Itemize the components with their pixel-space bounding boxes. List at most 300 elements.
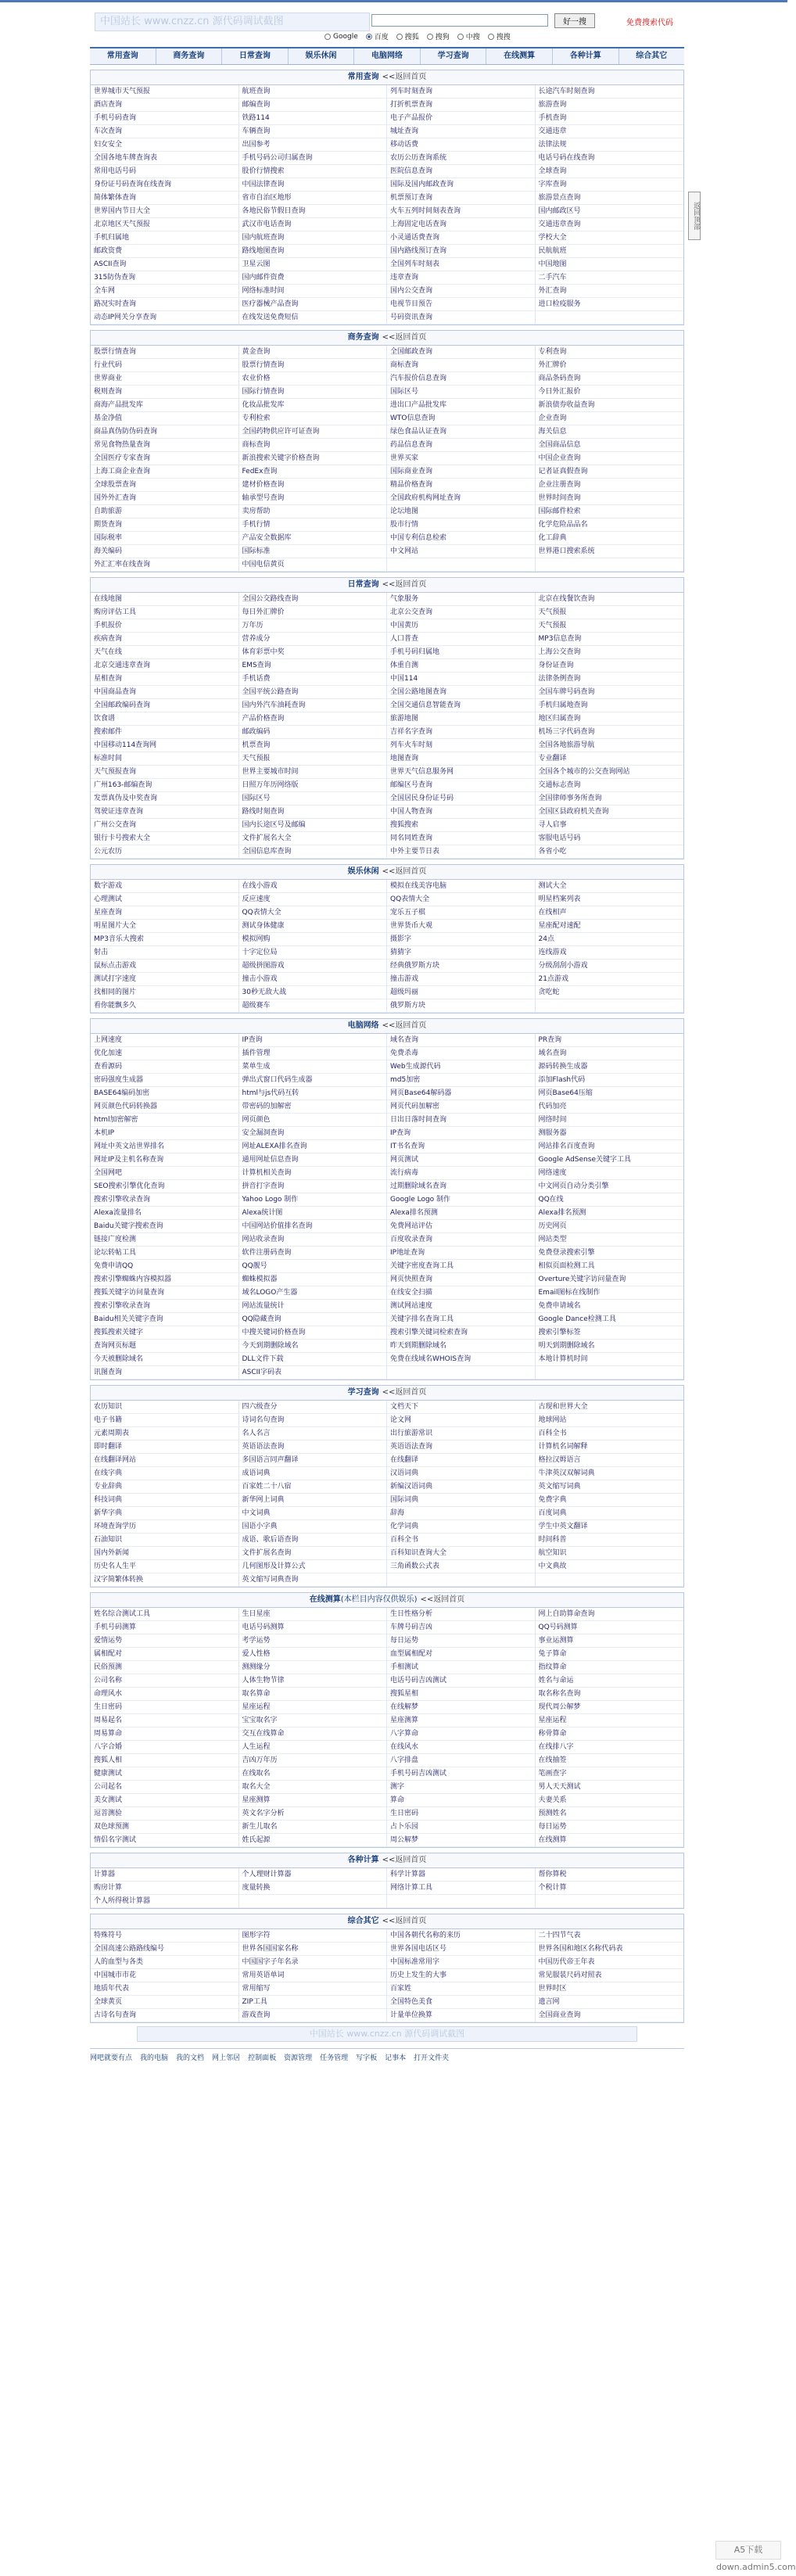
nav-tab[interactable]: 在线测算 — [486, 48, 553, 64]
query-link[interactable]: 游戏查询 — [239, 2009, 388, 2022]
query-link[interactable]: 成语词典 — [239, 1467, 388, 1480]
query-link[interactable]: 北京在线餐饮查询 — [536, 593, 684, 606]
query-link[interactable]: 世界商业 — [91, 372, 239, 386]
nav-tab[interactable]: 常用查询 — [90, 48, 156, 64]
query-link[interactable]: 网页颜色代码转换器 — [91, 1100, 239, 1114]
query-link[interactable]: 全国邮政查询 — [387, 346, 536, 359]
query-link[interactable]: 姓氏起源 — [239, 1834, 388, 1847]
query-link[interactable]: 交通标志查询 — [536, 779, 684, 792]
query-link[interactable]: 动态IP网关分享查询 — [91, 311, 239, 325]
query-link[interactable]: 国内外汽车油耗查询 — [239, 699, 388, 712]
query-link[interactable]: 星座配对速配 — [536, 920, 684, 933]
query-link[interactable]: 手机号码测算 — [91, 1621, 239, 1634]
query-link[interactable]: html加密解密 — [91, 1114, 239, 1127]
query-link[interactable]: 在线翻译 — [387, 1454, 536, 1467]
query-link[interactable]: 国内邮件资费 — [239, 271, 388, 285]
query-link[interactable]: 中搜关键词价格查询 — [239, 1326, 388, 1340]
query-link[interactable]: 世界货币大观 — [387, 920, 536, 933]
radio-icon[interactable] — [396, 34, 403, 40]
query-link[interactable]: 海关信息 — [536, 425, 684, 439]
query-link[interactable]: 全国政府机构网址查询 — [387, 492, 536, 505]
query-link[interactable]: 轴承型号查询 — [239, 492, 388, 505]
query-link[interactable]: 百度词典 — [536, 1507, 684, 1520]
query-link[interactable]: 新华网上词典 — [239, 1494, 388, 1507]
query-link[interactable]: 违章查询 — [387, 271, 536, 285]
query-link[interactable]: 精品价格查询 — [387, 479, 536, 492]
query-link[interactable]: 百科全书 — [387, 1534, 536, 1547]
query-link[interactable]: 全国各地车牌查询表 — [91, 152, 239, 165]
query-link[interactable]: 辞海 — [387, 1507, 536, 1520]
query-link[interactable]: ASCII字码表 — [239, 1366, 388, 1379]
query-link[interactable]: 免费网站评估 — [387, 1220, 536, 1233]
query-link[interactable]: 猜猜字 — [387, 946, 536, 960]
query-link[interactable]: 各省小吃 — [536, 845, 684, 859]
query-link[interactable]: 股市行情 — [387, 518, 536, 532]
query-link[interactable]: 超级玛丽 — [387, 986, 536, 999]
query-link[interactable]: PR查询 — [536, 1034, 684, 1047]
query-link[interactable]: 医疗器械产品查询 — [239, 298, 388, 311]
query-link[interactable]: 同名同姓查询 — [387, 832, 536, 845]
query-link[interactable]: 搜索引擎收录查询 — [91, 1193, 239, 1207]
query-link[interactable]: 全国特色美食 — [387, 1996, 536, 2009]
query-link[interactable]: 计算机名词解释 — [536, 1440, 684, 1454]
query-link[interactable]: 专业辞典 — [91, 1480, 239, 1494]
query-link[interactable]: 邮政资费 — [91, 245, 239, 258]
query-link[interactable]: 手机报价 — [91, 619, 239, 633]
query-link[interactable]: 机场三字代码查询 — [536, 726, 684, 739]
radio-icon[interactable] — [457, 34, 464, 40]
query-link[interactable]: Web生成源代码 — [387, 1060, 536, 1074]
query-link[interactable]: 时间科普 — [536, 1534, 684, 1547]
query-link[interactable]: 广州163-邮编查询 — [91, 779, 239, 792]
query-link[interactable]: 旅游景点查询 — [536, 192, 684, 205]
query-link[interactable]: 宝宝取名字 — [239, 1714, 388, 1727]
query-link[interactable]: QQ表情大全 — [387, 893, 536, 906]
query-link[interactable]: 计算机相关查询 — [239, 1167, 388, 1180]
query-link[interactable]: 优化加速 — [91, 1047, 239, 1060]
query-link[interactable]: Google AdSense关键字工具 — [536, 1153, 684, 1167]
query-link[interactable]: 网址IP及主机名称查询 — [91, 1153, 239, 1167]
query-link[interactable]: SEO搜索引擎优化查询 — [91, 1180, 239, 1193]
query-link[interactable]: 国内路线预订查询 — [387, 245, 536, 258]
query-link[interactable]: 手机号码公司归属查询 — [239, 152, 388, 165]
query-link[interactable]: 化妆品批发库 — [239, 399, 388, 412]
query-link[interactable]: 驾驶证违章查询 — [91, 805, 239, 819]
query-link[interactable]: 英语语法查询 — [239, 1440, 388, 1454]
query-link[interactable]: 国际及国内邮政查询 — [387, 178, 536, 192]
query-link[interactable]: 名人名言 — [239, 1427, 388, 1440]
query-link[interactable]: 二手汽车 — [536, 271, 684, 285]
return-home-link[interactable]: <<返回首页 — [382, 333, 427, 342]
query-link[interactable]: 农业价格 — [239, 372, 388, 386]
query-link[interactable]: 北京交通违章查询 — [91, 659, 239, 673]
query-link[interactable]: 域名查询 — [536, 1047, 684, 1060]
query-link[interactable]: 世界港口搜索系统 — [536, 545, 684, 558]
query-link[interactable]: 手机行情 — [239, 518, 388, 532]
query-link[interactable]: 国内邮政区号 — [536, 205, 684, 218]
query-link[interactable]: 购房评估工具 — [91, 606, 239, 619]
query-link[interactable]: 宠乐五子棋 — [387, 906, 536, 920]
query-link[interactable]: 百家姓 — [387, 1982, 536, 1996]
query-link[interactable]: 撞击游戏 — [387, 973, 536, 986]
query-link[interactable]: 国际区号 — [387, 386, 536, 399]
query-link[interactable]: 吉祥名字查询 — [387, 726, 536, 739]
query-link[interactable]: 测试打字速度 — [91, 973, 239, 986]
query-link[interactable]: Alexa统计图 — [239, 1207, 388, 1220]
query-link[interactable]: 全球黄页 — [91, 1996, 239, 2009]
query-link[interactable]: 全国公路地图查询 — [387, 686, 536, 699]
query-link[interactable]: 中国人物查询 — [387, 805, 536, 819]
return-home-link[interactable]: <<返回首页 — [382, 73, 427, 81]
query-link[interactable]: 男人天天测试 — [536, 1781, 684, 1794]
query-link[interactable]: 计量单位换算 — [387, 2009, 536, 2022]
query-link[interactable]: 机票查询 — [239, 739, 388, 752]
return-home-link[interactable]: <<返回首页 — [382, 1021, 427, 1030]
query-link[interactable]: 每日运势 — [387, 1634, 536, 1648]
nav-tab[interactable]: 电脑网络 — [354, 48, 421, 64]
query-link[interactable]: 手机归属地查询 — [536, 699, 684, 712]
query-link[interactable]: 全国交通信息智能查询 — [387, 699, 536, 712]
query-link[interactable]: 蜘蛛模拟器 — [239, 1273, 388, 1286]
query-link[interactable]: Email图标在线制作 — [536, 1286, 684, 1300]
query-link[interactable]: 全车网 — [91, 285, 239, 298]
query-link[interactable]: 中国黄历 — [387, 619, 536, 633]
query-link[interactable]: 免费字典 — [536, 1494, 684, 1507]
query-link[interactable]: 网络计算工具 — [387, 1882, 536, 1895]
query-link[interactable]: 企业注册查询 — [536, 479, 684, 492]
query-link[interactable]: 测试身体健康 — [239, 920, 388, 933]
query-link[interactable]: 百科知识查询大全 — [387, 1547, 536, 1560]
query-link[interactable]: 在线解梦 — [387, 1701, 536, 1714]
query-link[interactable]: 常见食物热量查询 — [91, 439, 239, 452]
query-link[interactable]: 法律法规 — [536, 138, 684, 152]
query-link[interactable]: 电子书籍 — [91, 1414, 239, 1427]
query-link[interactable]: 国际税率 — [91, 532, 239, 545]
query-link[interactable]: MP3音乐大搜索 — [91, 933, 239, 946]
query-link[interactable]: 多国语言同声翻译 — [239, 1454, 388, 1467]
query-link[interactable]: 取名大全 — [239, 1781, 388, 1794]
query-link[interactable]: 小灵通话费查询 — [387, 231, 536, 245]
query-link[interactable]: 购房计算 — [91, 1882, 239, 1895]
query-link[interactable]: 星座运程 — [536, 1714, 684, 1727]
query-link[interactable]: 个税计算 — [536, 1882, 684, 1895]
query-link[interactable]: 查询网页标题 — [91, 1340, 239, 1353]
query-link[interactable]: 今日外汇报价 — [536, 386, 684, 399]
query-link[interactable]: 成语、歌后语查询 — [239, 1534, 388, 1547]
query-link[interactable]: 进出口产品批发库 — [387, 399, 536, 412]
engine-option[interactable] — [457, 31, 480, 41]
query-link[interactable]: 今天被删除域名 — [91, 1353, 239, 1366]
query-link[interactable]: 命理风水 — [91, 1688, 239, 1701]
query-link[interactable]: 人口普查 — [387, 633, 536, 646]
query-link[interactable]: 常见服装尺码对照表 — [536, 1969, 684, 1982]
query-link[interactable]: 30秒无敌大战 — [239, 986, 388, 999]
query-link[interactable]: DLL文件下载 — [239, 1353, 388, 1366]
query-link[interactable]: 在线小游戏 — [239, 880, 388, 893]
query-link[interactable]: 即时翻译 — [91, 1440, 239, 1454]
query-link[interactable]: 古诗名句查询 — [91, 2009, 239, 2022]
query-link[interactable]: 相似页面检测工具 — [536, 1260, 684, 1273]
query-link[interactable]: 银行卡号搜索大全 — [91, 832, 239, 845]
query-link[interactable]: QQ号码测算 — [536, 1621, 684, 1634]
query-link[interactable]: 天气预报查询 — [91, 766, 239, 779]
query-link[interactable]: 在线地图 — [91, 593, 239, 606]
query-link[interactable]: 公司名称 — [91, 1674, 239, 1688]
query-link[interactable]: 各地民俗节假日查询 — [239, 205, 388, 218]
query-link[interactable]: 交互在线算命 — [239, 1727, 388, 1741]
query-link[interactable]: 商品真伪防伪码查询 — [91, 425, 239, 439]
query-link[interactable]: 格拉汉姆语言 — [536, 1454, 684, 1467]
query-link[interactable]: 商标查询 — [239, 439, 388, 452]
query-link[interactable]: 全国商品信息 — [536, 439, 684, 452]
query-link[interactable]: QQ表情大全 — [239, 906, 388, 920]
query-link[interactable]: 反应速度 — [239, 893, 388, 906]
query-link[interactable]: 股票行情查询 — [239, 359, 388, 372]
query-link[interactable]: 摄影字 — [387, 933, 536, 946]
radio-icon[interactable] — [427, 34, 433, 40]
query-link[interactable]: 常用缩写 — [239, 1982, 388, 1996]
query-link[interactable]: 爱人性格 — [239, 1648, 388, 1661]
query-link[interactable]: 中文词典 — [239, 1507, 388, 1520]
query-link[interactable]: Baidu相关关键字查询 — [91, 1313, 239, 1326]
query-link[interactable]: 全球查询 — [536, 165, 684, 178]
engine-option[interactable] — [488, 31, 511, 41]
query-link[interactable]: 在线发送免费短信 — [239, 311, 388, 325]
query-link[interactable]: 搜狐搜索 — [387, 819, 536, 832]
query-link[interactable]: 商品条码查询 — [536, 372, 684, 386]
query-link[interactable]: 出行旅游常识 — [387, 1427, 536, 1440]
query-link[interactable]: 发票真伪及中奖查询 — [91, 792, 239, 805]
query-link[interactable]: 属相配对 — [91, 1648, 239, 1661]
query-link[interactable]: 星座测算 — [239, 1794, 388, 1807]
query-link[interactable]: 人的血型与各类 — [91, 1956, 239, 1969]
query-link[interactable]: 世界城市天气预报 — [91, 85, 239, 99]
query-link[interactable]: MP3信息查询 — [536, 633, 684, 646]
query-link[interactable]: 今天到期删除域名 — [239, 1340, 388, 1353]
query-link[interactable]: 世界各国电话区号 — [387, 1943, 536, 1956]
query-link[interactable]: 车次查询 — [91, 125, 239, 138]
query-link[interactable]: 客服电话号码 — [536, 832, 684, 845]
query-link[interactable]: 在线字典 — [91, 1467, 239, 1480]
query-link[interactable]: 搜索引擎标签 — [536, 1326, 684, 1340]
return-home-link[interactable]: <<返回首页 — [420, 1595, 465, 1604]
query-link[interactable]: 几何图形及计算公式 — [239, 1560, 388, 1573]
query-link[interactable]: 测测缘分 — [239, 1661, 388, 1674]
query-link[interactable]: ASCII查询 — [91, 258, 239, 271]
query-link[interactable]: 记者证真假查询 — [536, 465, 684, 479]
query-link[interactable]: 体育彩票中奖 — [239, 646, 388, 659]
query-link[interactable]: QQ靓号 — [239, 1260, 388, 1273]
query-link[interactable]: 全国商业查询 — [536, 2009, 684, 2022]
query-link[interactable]: 打折机票查询 — [387, 99, 536, 112]
footer-link[interactable]: 打开文件夹 — [414, 2054, 450, 2062]
query-link[interactable]: 化学词典 — [387, 1520, 536, 1534]
query-link[interactable]: 英文缩写词典 — [536, 1480, 684, 1494]
query-link[interactable]: 网站排名百度查询 — [536, 1140, 684, 1153]
query-link[interactable]: 上网速度 — [91, 1034, 239, 1047]
query-link[interactable]: 网站类型 — [536, 1233, 684, 1247]
query-link[interactable]: 网址ALEXA排名查询 — [239, 1140, 388, 1153]
query-link[interactable]: 世界买家 — [387, 452, 536, 465]
query-link[interactable]: 弹出式窗口代码生成器 — [239, 1074, 388, 1087]
query-link[interactable]: 移动话费 — [387, 138, 536, 152]
query-link[interactable]: 科学计算器 — [387, 1868, 536, 1882]
footer-link[interactable]: 我的电脑 — [140, 2054, 169, 2062]
query-link[interactable]: 每日运势 — [536, 1821, 684, 1834]
query-link[interactable]: 兔子算命 — [536, 1648, 684, 1661]
query-link[interactable]: 超级赛车 — [239, 999, 388, 1013]
query-link[interactable]: 八字合婚 — [91, 1741, 239, 1754]
query-link[interactable]: Alexa排名预测 — [387, 1207, 536, 1220]
query-link[interactable]: 八字排盘 — [387, 1754, 536, 1767]
query-link[interactable]: 搜索邮件 — [91, 726, 239, 739]
query-link[interactable]: 网页快照查询 — [387, 1273, 536, 1286]
radio-icon[interactable] — [488, 34, 494, 40]
query-link[interactable]: 牛津英汉双解词典 — [536, 1467, 684, 1480]
query-link[interactable]: 国际词典 — [387, 1494, 536, 1507]
query-link[interactable]: 论文网 — [387, 1414, 536, 1427]
query-link[interactable]: 绿色食品认证查询 — [387, 425, 536, 439]
query-link[interactable]: 百度收录查询 — [387, 1233, 536, 1247]
footer-link[interactable]: 我的文档 — [176, 2054, 205, 2062]
query-link[interactable]: IP查询 — [387, 1127, 536, 1140]
query-link[interactable]: 旅游查询 — [536, 99, 684, 112]
query-link[interactable]: 网页Base64解码器 — [387, 1087, 536, 1100]
query-link[interactable]: 饮食谱 — [91, 712, 239, 726]
query-link[interactable]: 酒店查询 — [91, 99, 239, 112]
query-link[interactable]: 测试网站速度 — [387, 1300, 536, 1313]
query-link[interactable]: QQ隐藏查询 — [239, 1313, 388, 1326]
query-link[interactable]: 考学运势 — [239, 1634, 388, 1648]
query-link[interactable]: 事业运测算 — [536, 1634, 684, 1648]
query-link[interactable]: 列车火车时刻 — [387, 739, 536, 752]
query-link[interactable]: 字库查询 — [536, 178, 684, 192]
query-link[interactable]: 爱情运势 — [91, 1634, 239, 1648]
query-link[interactable]: 产品安全数据库 — [239, 532, 388, 545]
query-link[interactable]: 常用英语单词 — [239, 1969, 388, 1982]
query-link[interactable]: 元素周期表 — [91, 1427, 239, 1440]
query-link[interactable]: 手相测试 — [387, 1661, 536, 1674]
query-link[interactable]: IP查询 — [239, 1034, 388, 1047]
query-link[interactable]: Yahoo Logo 制作 — [239, 1193, 388, 1207]
query-link[interactable]: 常用电话号码 — [91, 165, 239, 178]
query-link[interactable]: 双色球预测 — [91, 1821, 239, 1834]
query-link[interactable]: 专利检索 — [239, 412, 388, 425]
query-link[interactable]: 在线排八字 — [536, 1741, 684, 1754]
query-link[interactable]: 疾病查询 — [91, 633, 239, 646]
query-link[interactable]: 电子产品报价 — [387, 112, 536, 125]
query-link[interactable]: 旅游地图 — [387, 712, 536, 726]
query-link[interactable]: 四六级查分 — [239, 1401, 388, 1414]
query-link[interactable]: 历史网页 — [536, 1220, 684, 1233]
query-link[interactable]: 寻人启事 — [536, 819, 684, 832]
query-link[interactable]: 出国参考 — [239, 138, 388, 152]
radio-icon[interactable] — [324, 34, 331, 40]
query-link[interactable]: 关键字密度查询工具 — [387, 1260, 536, 1273]
query-link[interactable]: 数字游戏 — [91, 880, 239, 893]
query-link[interactable]: 商海产品批发库 — [91, 399, 239, 412]
query-link[interactable]: 法律条例查询 — [536, 673, 684, 686]
query-link[interactable]: 历史上发生的大事 — [387, 1969, 536, 1982]
query-link[interactable]: 21点游戏 — [536, 973, 684, 986]
query-link[interactable]: 周易算命 — [91, 1727, 239, 1741]
footer-link[interactable]: 控制面板 — [248, 2054, 277, 2062]
query-link[interactable]: 世界主要城市时间 — [239, 766, 388, 779]
query-link[interactable]: 化工辞典 — [536, 532, 684, 545]
footer-link[interactable]: 网吧就要有点 — [90, 2054, 133, 2062]
query-link[interactable]: 取名称名查询 — [536, 1688, 684, 1701]
query-link[interactable]: 万年历 — [239, 619, 388, 633]
query-link[interactable]: 省市自治区地形 — [239, 192, 388, 205]
query-link[interactable]: 上海公交查询 — [536, 646, 684, 659]
query-link[interactable]: Google Dance检测工具 — [536, 1313, 684, 1326]
query-link[interactable]: 号码资讯查询 — [387, 311, 536, 325]
query-link[interactable]: 在线测算 — [536, 1834, 684, 1847]
query-link[interactable]: 姓名与命运 — [536, 1674, 684, 1688]
query-link[interactable]: 交通违章查询 — [536, 218, 684, 231]
query-link[interactable]: 模拟网购 — [239, 933, 388, 946]
query-link[interactable]: 身份证查询 — [536, 659, 684, 673]
query-link[interactable]: IT书名查询 — [387, 1140, 536, 1153]
query-link[interactable]: 在线风水 — [387, 1741, 536, 1754]
query-link[interactable]: 电话号码测算 — [239, 1621, 388, 1634]
nav-tab[interactable]: 综合其它 — [636, 52, 668, 60]
query-link[interactable]: 搜狐关键字访问量查询 — [91, 1286, 239, 1300]
query-link[interactable]: 百科全书 — [536, 1427, 684, 1440]
query-link[interactable]: 网站收录查询 — [239, 1233, 388, 1247]
query-link[interactable]: 车辆查询 — [239, 125, 388, 138]
query-link[interactable]: 明天到期删除域名 — [536, 1340, 684, 1353]
query-link[interactable]: 每日外汇牌价 — [239, 606, 388, 619]
query-link[interactable]: 基金净值 — [91, 412, 239, 425]
query-link[interactable]: 贪吃蛇 — [536, 986, 684, 999]
query-link[interactable]: FedEx查询 — [239, 465, 388, 479]
query-link[interactable]: 英语语法查询 — [387, 1440, 536, 1454]
query-link[interactable]: 环境查询学历 — [91, 1520, 239, 1534]
query-link[interactable]: 邮编区号查询 — [387, 779, 536, 792]
query-link[interactable]: 地球网站 — [536, 1414, 684, 1427]
query-link[interactable]: 税则查询 — [91, 386, 239, 399]
query-link[interactable]: 美女测试 — [91, 1794, 239, 1807]
query-link[interactable]: 简体繁体查询 — [91, 192, 239, 205]
query-link[interactable]: 汉字简繁体转换 — [91, 1573, 239, 1587]
query-link[interactable]: 域名查询 — [387, 1034, 536, 1047]
query-link[interactable]: 论坛转帖工具 — [91, 1247, 239, 1260]
query-link[interactable]: 占卜乐园 — [387, 1821, 536, 1834]
query-link[interactable]: Overture关键字访问量查询 — [536, 1273, 684, 1286]
query-link[interactable]: 全国各个城市的公交查询网站 — [536, 766, 684, 779]
query-link[interactable]: 本机IP — [91, 1127, 239, 1140]
query-link[interactable]: 在线抽签 — [536, 1754, 684, 1767]
query-link[interactable]: 专业翻译 — [536, 752, 684, 766]
query-link[interactable]: 国外外汇查询 — [91, 492, 239, 505]
query-link[interactable]: 俄罗斯方块 — [387, 999, 536, 1013]
query-link[interactable]: 车牌号码吉凶 — [387, 1621, 536, 1634]
query-link[interactable]: 全国药物供应许可证查询 — [239, 425, 388, 439]
query-link[interactable]: 世界国内节日大全 — [91, 205, 239, 218]
query-link[interactable]: 航班查询 — [239, 85, 388, 99]
query-link[interactable]: 二十四节气表 — [536, 1929, 684, 1943]
query-link[interactable]: 中文网站 — [387, 545, 536, 558]
query-link[interactable]: QQ在线 — [536, 1193, 684, 1207]
query-link[interactable]: 全国各地旅游导航 — [536, 739, 684, 752]
query-link[interactable]: 路线地图查询 — [239, 245, 388, 258]
query-link[interactable]: 日照万年历网络版 — [239, 779, 388, 792]
query-link[interactable]: 夫妻关系 — [536, 1794, 684, 1807]
query-link[interactable]: 中文典故 — [536, 1560, 684, 1573]
query-link[interactable]: 天气预报 — [239, 752, 388, 766]
query-link[interactable]: 体重自测 — [387, 659, 536, 673]
